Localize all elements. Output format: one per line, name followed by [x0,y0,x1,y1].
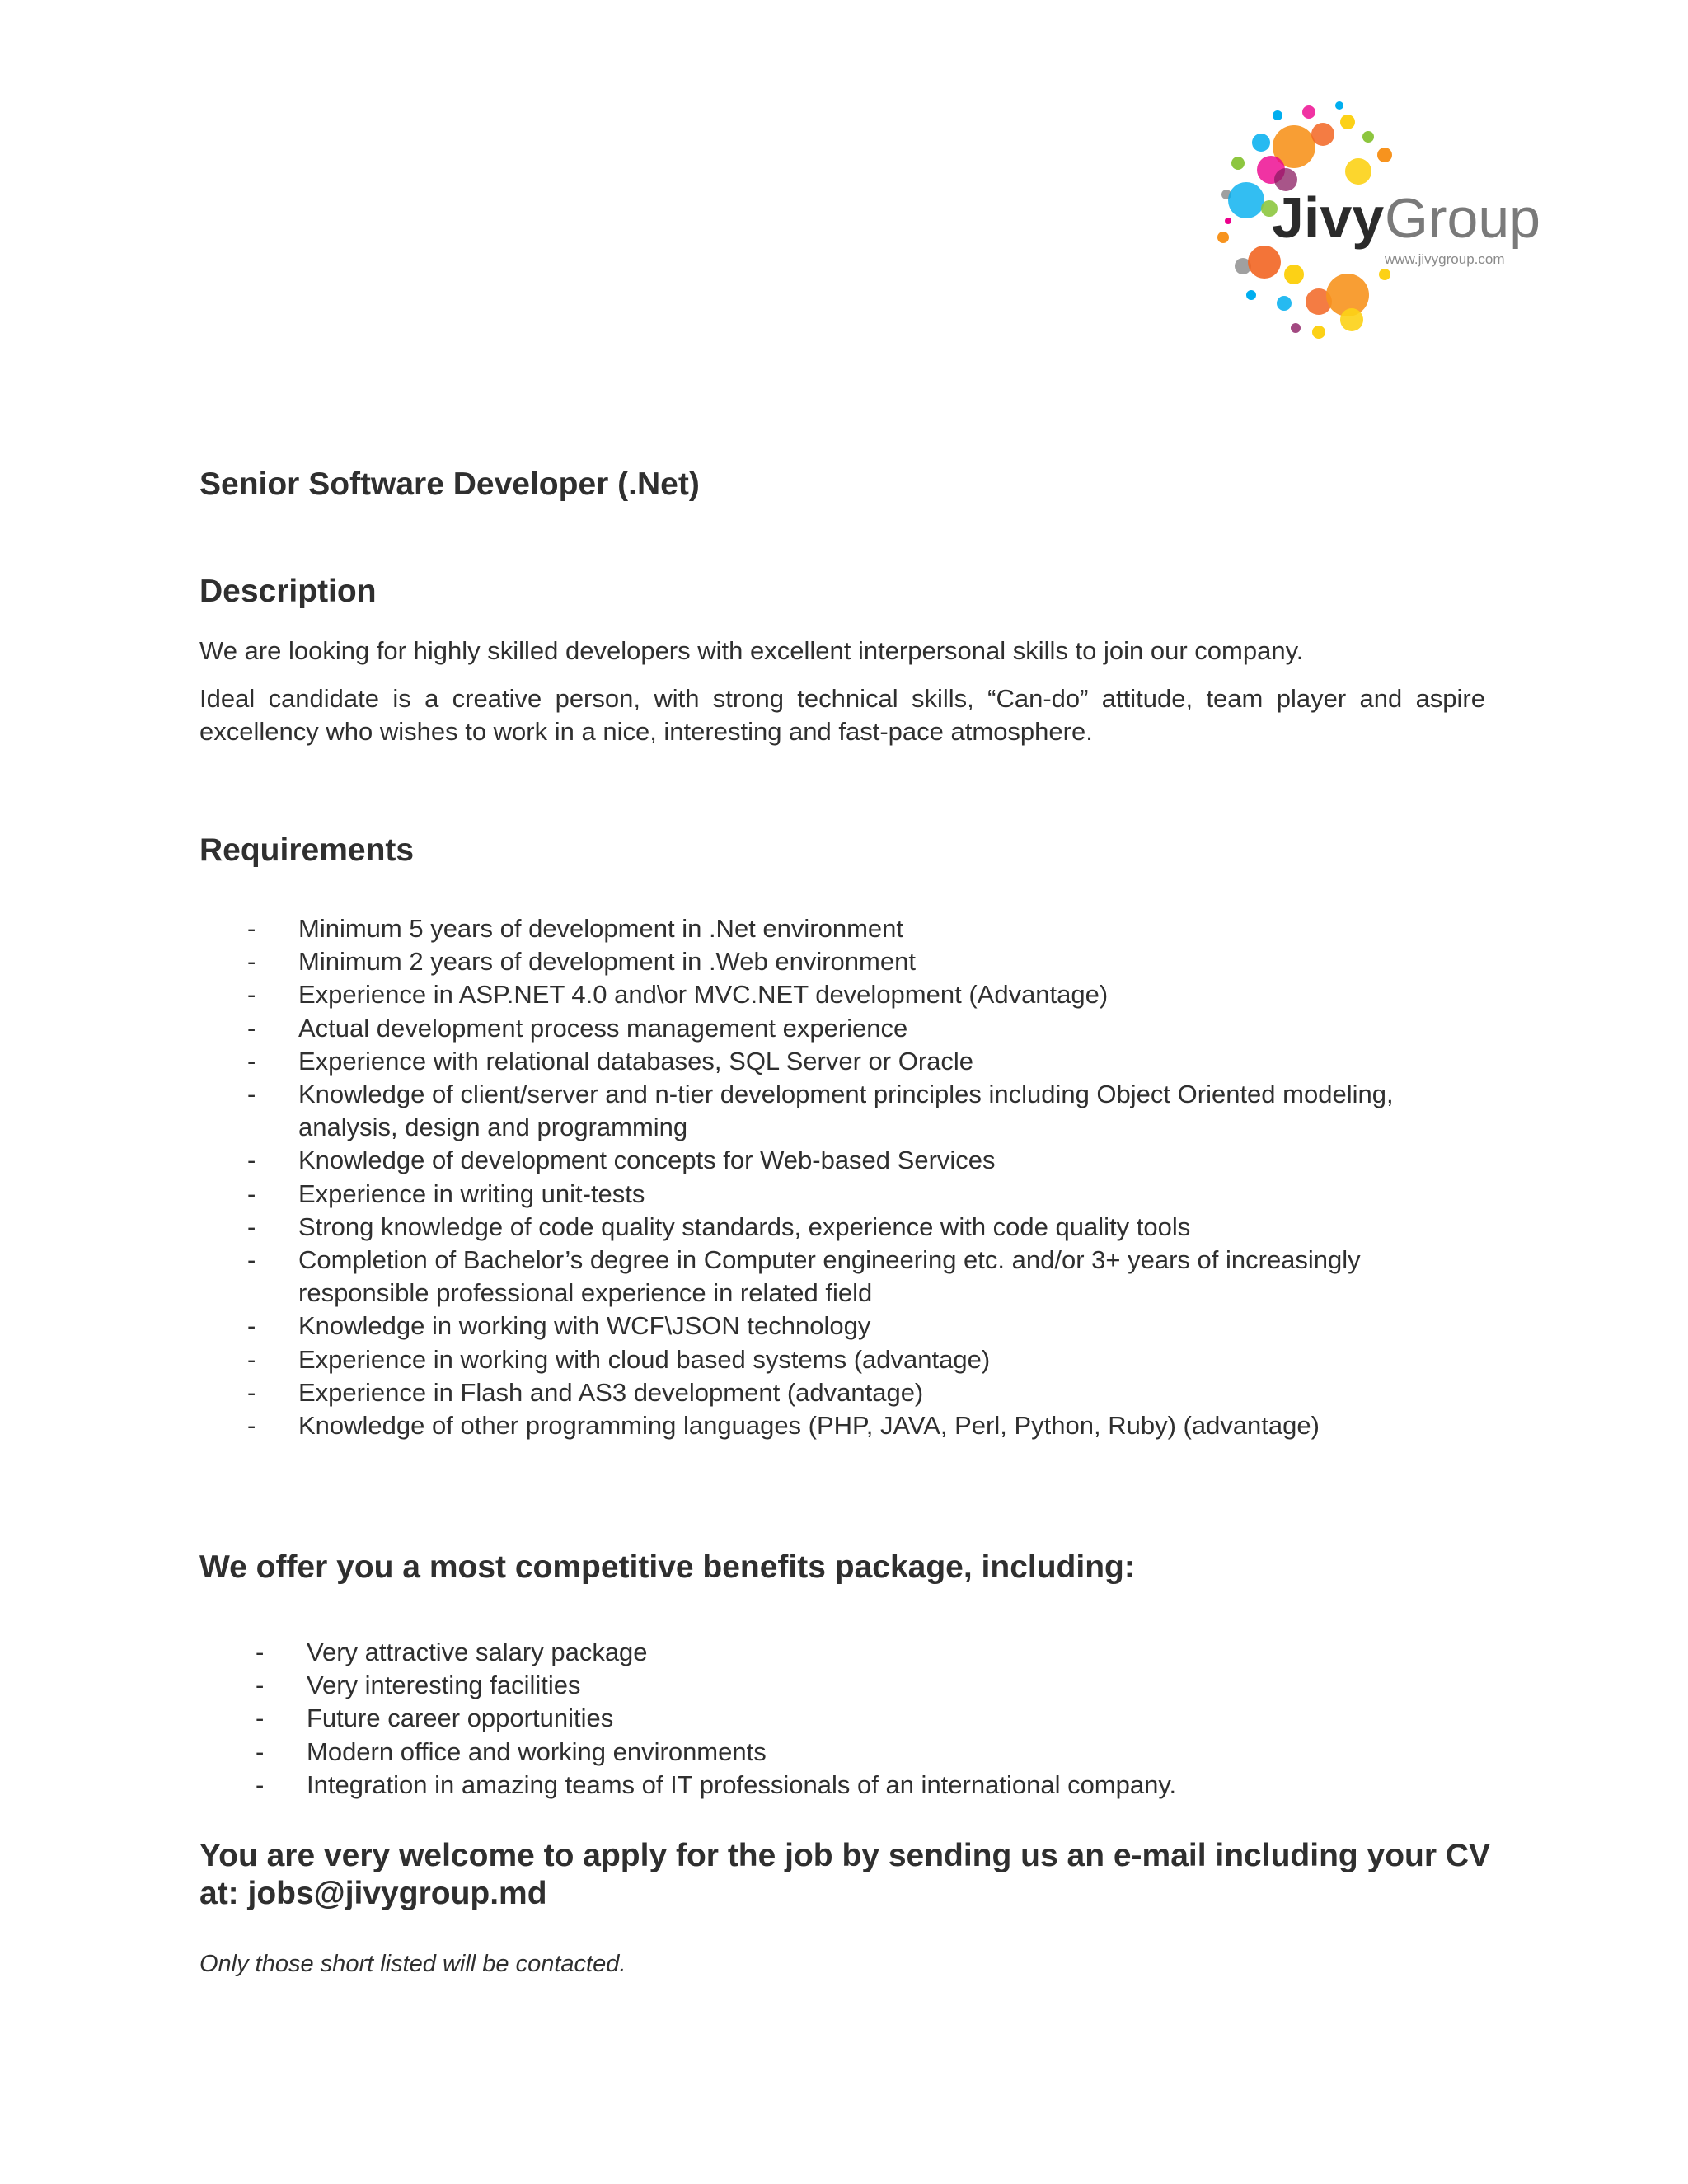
requirement-text: Minimum 5 years of development in .Net environment [298,914,903,943]
requirements-heading: Requirements [199,832,415,868]
dash-bullet: - [247,980,256,1010]
list-item [247,1012,1477,1045]
company-logo [1179,97,1558,353]
logo-brand-light: Group [1385,187,1540,250]
list-item [247,1045,1477,1078]
dash-bullet: - [256,1704,265,1733]
list-item [256,1669,1477,1702]
dash-bullet: - [256,1769,265,1799]
list-item [256,1702,1477,1735]
dash-bullet: - [247,914,256,943]
dash-bullet: - [256,1736,265,1766]
benefit-text: Modern office and working environments [307,1736,767,1766]
shortlist-note: Only those short listed will be contacted. [199,1951,626,1977]
dash-bullet: - [247,1046,256,1076]
list-item [256,1769,1477,1802]
dash-bullet: - [256,1638,265,1666]
dash-bullet: - [247,1080,256,1109]
requirement-text: Strong knowledge of code quality standards, experience with code quality tools [298,1212,1191,1241]
dash-bullet: - [247,1013,256,1043]
requirement-text: Knowledge of other programming languages (PHP, JAVA, Perl, Python, Ruby) (advantage) [298,1411,1320,1441]
list-item [256,1636,1477,1669]
requirement-text: Experience with relational databases, SQL Server or Oracle [298,1046,974,1076]
dash-bullet: - [247,1146,256,1175]
description-paragraph-2: Ideal candidate is a creative person, with strong technical skills, “Can-do” attitude, team player and aspire excellency who wishes to work in a nice, interesting and fast-pace atmosphere. [199,684,1485,746]
benefit-text: Very attractive salary package [307,1638,648,1666]
dash-bullet: - [247,1179,256,1208]
apply-instructions: You are very welcome to apply for the job by sending us an e-mail including your CV at: jobs@jivygroup.md [199,1838,1491,1911]
list-item [247,1310,1477,1343]
job-title: Senior Software Developer (.Net) [199,466,700,502]
list-item [247,1409,1477,1442]
requirement-text: Experience in writing unit-tests [298,1179,645,1208]
requirement-text: Experience in ASP.NET 4.0 and\or MVC.NET development (Advantage) [298,980,1109,1010]
benefits-list [256,1636,1477,1802]
requirements-list [247,912,1477,1442]
requirement-text: Minimum 2 years of development in .Web environment [298,947,916,977]
jivy-group-logo-graphic [1179,97,1558,353]
list-item [247,912,1477,945]
description-paragraph-1: We are looking for highly skilled developers with excellent interpersonal skills to join our company. [199,636,1304,665]
dash-bullet: - [247,947,256,977]
requirement-text: Knowledge of client/server and n-tier development principles including Object Oriented modeling, analysis, design and programming [298,1080,1394,1142]
benefit-text: Future career opportunities [307,1704,614,1733]
requirement-text: Completion of Bachelor’s degree in Computer engineering etc. and/or 3+ years of increasingly responsible professional experience in related field [298,1245,1361,1308]
list-item [247,1211,1477,1244]
requirement-text: Actual development process management experience [298,1013,908,1043]
requirement-text: Experience in working with cloud based systems (advantage) [298,1344,991,1374]
list-item [247,1343,1477,1376]
description-heading: Description [199,574,377,609]
dash-bullet: - [247,1344,256,1374]
list-item [247,1376,1477,1409]
benefits-heading: We offer you a most competitive benefits package, including: [199,1549,1135,1585]
logo-brand-bold: Jivy [1272,185,1385,250]
requirement-text: Experience in Flash and AS3 development (advantage) [298,1377,924,1407]
list-item [247,978,1477,1011]
list-item [256,1736,1477,1769]
logo-url: www.jivygroup.com [1385,251,1505,267]
dash-bullet: - [247,1311,256,1341]
dash-bullet: - [247,1377,256,1407]
list-item [247,1178,1477,1211]
dash-bullet: - [247,1411,256,1441]
dash-bullet: - [256,1671,265,1700]
list-item [247,1144,1477,1177]
dash-bullet: - [247,1245,256,1275]
requirement-text: Knowledge in working with WCF\JSON technology [298,1311,871,1341]
dash-bullet: - [247,1212,256,1241]
list-item [247,945,1477,978]
requirement-text: Knowledge of development concepts for Web-based Services [298,1146,996,1175]
list-item [247,1078,1477,1144]
list-item [247,1244,1477,1310]
benefit-text: Very interesting facilities [307,1671,581,1700]
benefit-text: Integration in amazing teams of IT professionals of an international company. [307,1769,1177,1799]
